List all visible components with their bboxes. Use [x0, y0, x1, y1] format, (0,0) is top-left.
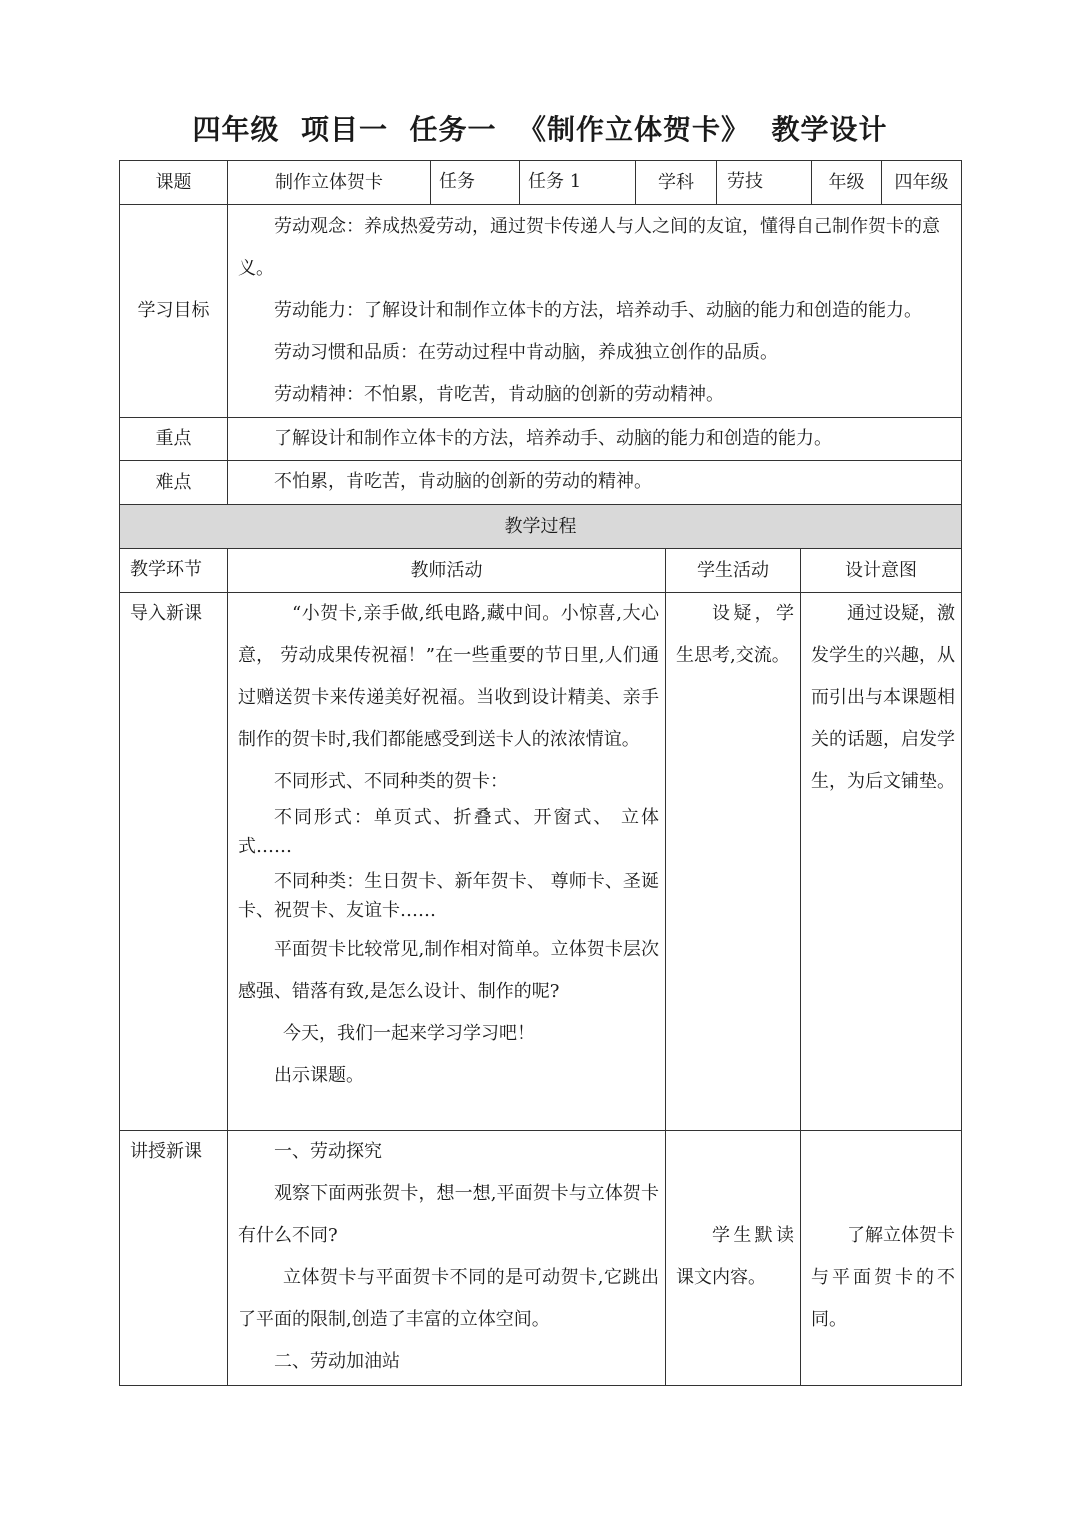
- subject-label: 学科: [636, 161, 717, 205]
- key-point-text: 了解设计和制作立体卡的方法，培养动手、动脑的能力和创造的能力。: [274, 428, 832, 449]
- card-types-heading: 不同形式、不同种类的贺卡：: [274, 771, 508, 792]
- objective-concept: 劳动观念：养成热爱劳动，通过贺卡传递人与人之间的友谊，懂得自己制作贺卡的意义。: [238, 216, 940, 279]
- difficulty-label: 难点: [120, 461, 228, 505]
- observe-cards: 观察下面两张贺卡，想一想,平面贺卡与立体贺卡有什么不同?: [238, 1183, 659, 1246]
- intent-teaching-text: 了解立体贺卡与平面贺卡的不同。: [811, 1225, 955, 1330]
- topic-value: 制作立体贺卡: [228, 161, 431, 205]
- objective-habit: 劳动习惯和品质：在劳动过程中肯动脑，养成独立创作的品质。: [274, 342, 778, 363]
- card-difference: 立体贺卡与平面贺卡不同的是可动贺卡,它跳出了平面的限制,创造了丰富的立体空间。: [238, 1267, 659, 1330]
- stage-intro: 导入新课: [120, 593, 228, 1131]
- key-point-label: 重点: [120, 418, 228, 461]
- column-intent: 设计意图: [801, 549, 961, 593]
- process-header: 教学过程: [120, 505, 961, 549]
- student-activity-teaching: [666, 1131, 801, 1385]
- design-intent-teaching: [801, 1131, 961, 1385]
- subject-value: 劳技: [717, 161, 812, 205]
- stage-teaching: 讲授新课: [120, 1131, 228, 1385]
- intro-paragraph: “小贺卡,亲手做,纸电路,藏中间。小惊喜,大心意， 劳动成果传祝福！”在一些重要的节日里,人们通过赠送贺卡来传递美好祝福。当收到设计精美、亲手制作的贺卡时,我们都能感受到送卡人的浓浓情谊。: [238, 603, 659, 750]
- objectives-label: 学习目标: [120, 205, 228, 418]
- student-intro-text: 设疑，学生思考,交流。: [676, 603, 794, 666]
- card-kinds: 不同种类：生日贺卡、新年贺卡、 尊师卡、圣诞卡、祝贺卡、友谊卡……: [238, 871, 659, 921]
- student-teaching-text: 学生默读课文内容。: [676, 1225, 794, 1288]
- task-value: 任务 1: [520, 161, 636, 205]
- teacher-activity-intro: [228, 593, 666, 1131]
- task-label: 任务: [431, 161, 520, 205]
- column-stage: 教学环节: [120, 549, 228, 593]
- document-title: 四年级 项目一 任务一 《制作立体贺卡》 教学设计: [192, 113, 888, 146]
- show-topic: 出示课题。: [274, 1065, 364, 1086]
- card-forms: 不同形式：单页式、折叠式、开窗式、 立体式……: [238, 807, 659, 857]
- difficulty-text: 不怕累，肯吃苦，肯动脑的创新的劳动的精神。: [274, 471, 652, 492]
- column-student: 学生活动: [666, 549, 801, 593]
- objective-spirit: 劳动精神：不怕累，肯吃苦，肯动脑的创新的劳动精神。: [274, 384, 724, 405]
- grade-value: 四年级: [882, 161, 961, 205]
- difficulty-content: [228, 461, 961, 505]
- column-teacher: 教师活动: [228, 549, 666, 593]
- key-point-content: [228, 418, 961, 461]
- card-comparison: 平面贺卡比较常见,制作相对简单。立体贺卡层次感强、错落有致,是怎么设计、制作的呢?: [238, 939, 659, 1002]
- labor-station: 二、劳动加油站: [274, 1351, 400, 1372]
- grade-label: 年级: [812, 161, 882, 205]
- labor-explore: 一、劳动探究: [274, 1141, 382, 1162]
- objective-ability: 劳动能力：了解设计和制作立体卡的方法，培养动手、动脑的能力和创造的能力。: [274, 300, 922, 321]
- design-intent-intro: [801, 593, 961, 1131]
- today-learn: 今天，我们一起来学习学习吧！: [283, 1023, 535, 1044]
- intent-intro-text: 通过设疑，激发学生的兴趣，从而引出与本课题相关的话题，启发学生，为后文铺垫。: [811, 603, 955, 792]
- teacher-activity-teaching: [228, 1131, 666, 1385]
- lesson-plan-table: [119, 160, 962, 1386]
- objectives-content: [228, 205, 961, 418]
- topic-label: 课题: [120, 161, 228, 205]
- student-activity-intro: [666, 593, 801, 1131]
